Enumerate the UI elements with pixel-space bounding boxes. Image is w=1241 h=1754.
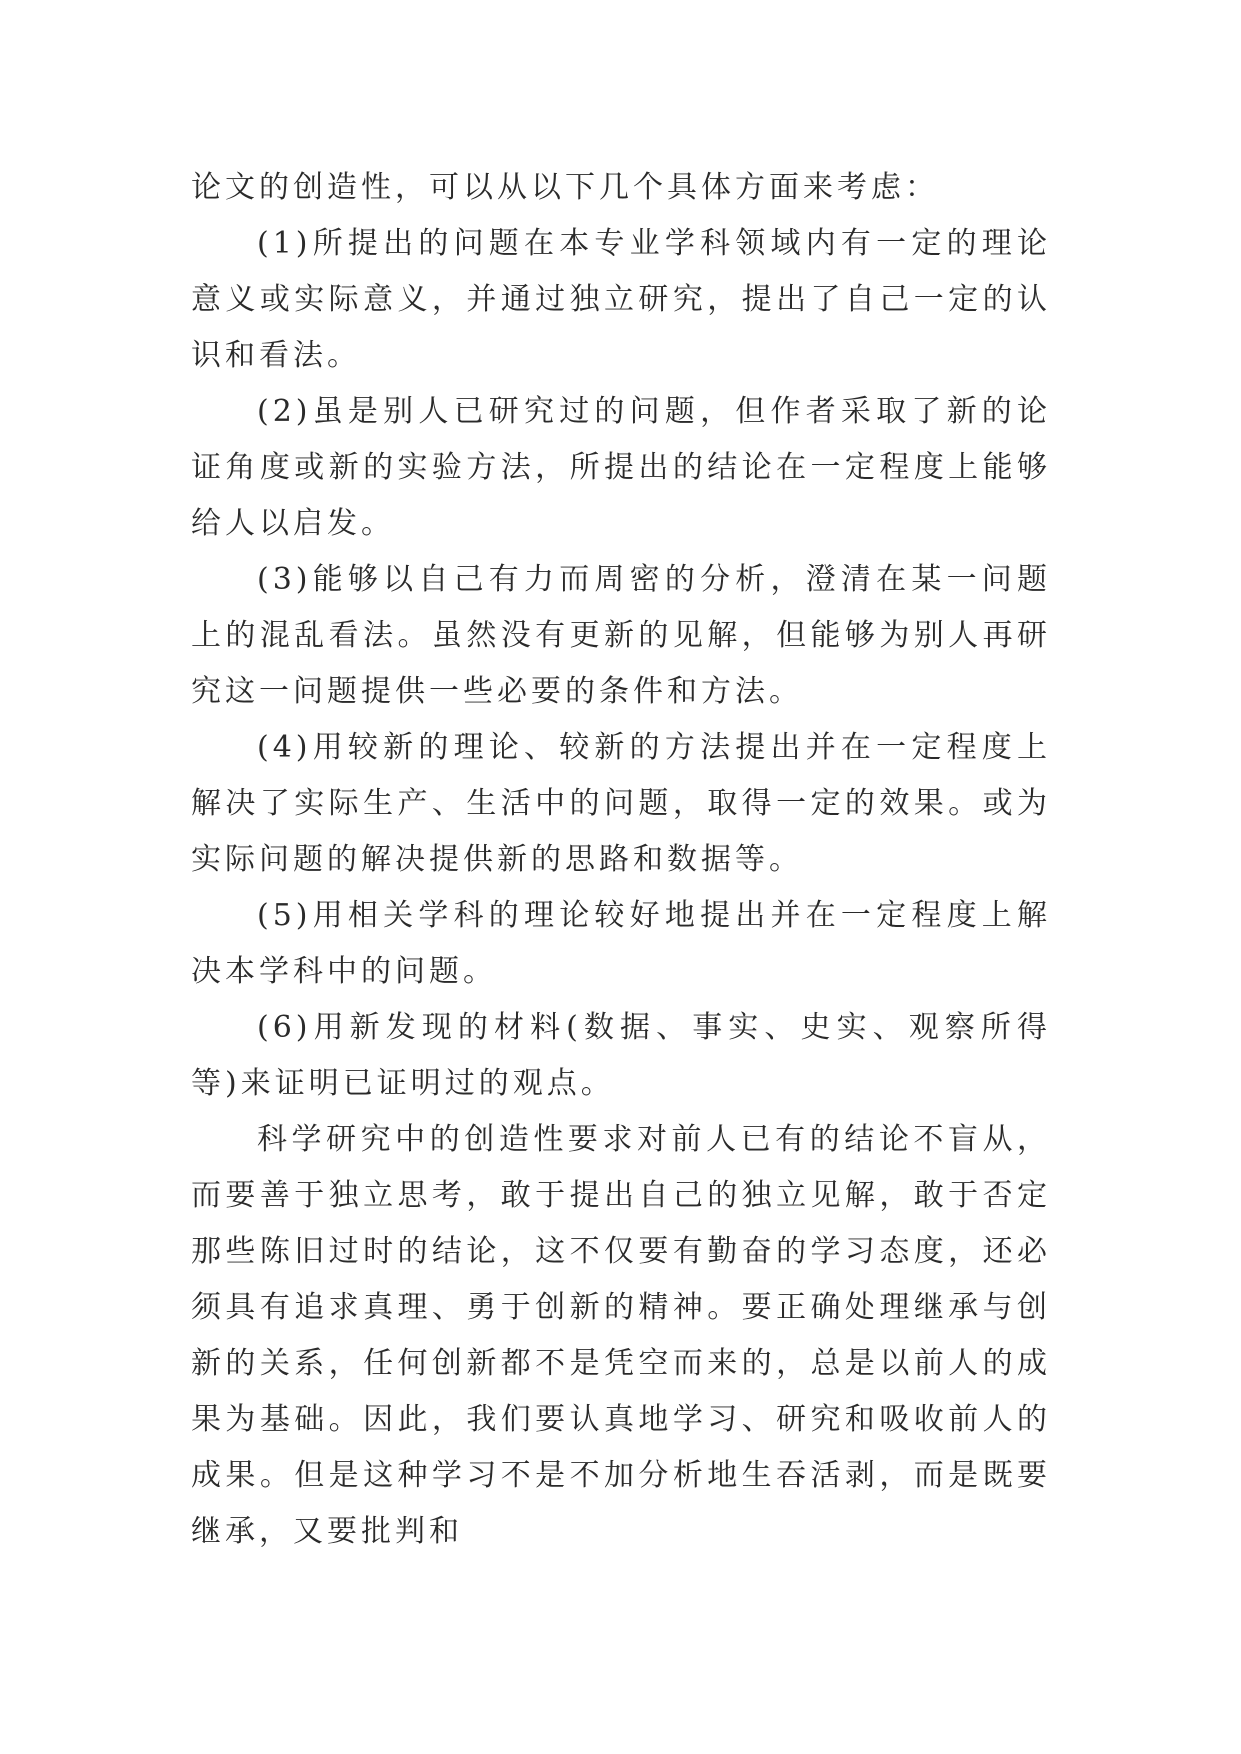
paragraph-item-3: (3)能够以自己有力而周密的分析，澄清在某一问题上的混乱看法。虽然没有更新的见解，但能够为别人再研究这一问题提供一些必要的条件和方法。 <box>191 562 1051 709</box>
paragraph-intro: 论文的创造性，可以从以下几个具体方面来考虑： <box>191 170 939 205</box>
paragraph-item-2: (2)虽是别人已研究过的问题，但作者采取了新的论证角度或新的实验方法，所提出的结论在一定程度上能够给人以启发。 <box>191 394 1051 541</box>
paragraph-item-6: (6)用新发现的材料(数据、事实、史实、观察所得等)来证明已证明过的观点。 <box>191 1010 1051 1101</box>
document-page <box>191 160 1051 1560</box>
paragraph-item-5: (5)用相关学科的理论较好地提出并在一定程度上解决本学科中的问题。 <box>191 898 1051 989</box>
paragraph-conclusion: 科学研究中的创造性要求对前人已有的结论不盲从，而要善于独立思考，敢于提出自己的独立见解，敢于否定那些陈旧过时的结论，这不仅要有勤奋的学习态度，还必须具有追求真理、勇于创新的精神。要正确处理继承与创新的关系，任何创新都不是凭空而来的，总是以前人的成果为基础。因此，我们要认真地学习、研究和吸收前人的成果。但是这种学习不是不加分析地生吞活剥，而是既要继承，又要批判和 <box>191 1122 1051 1549</box>
paragraph-item-1: (1)所提出的问题在本专业学科领域内有一定的理论意义或实际意义，并通过独立研究，提出了自己一定的认识和看法。 <box>191 226 1051 373</box>
paragraph-item-4: (4)用较新的理论、较新的方法提出并在一定程度上解决了实际生产、生活中的问题，取得一定的效果。或为实际问题的解决提供新的思路和数据等。 <box>191 730 1051 877</box>
